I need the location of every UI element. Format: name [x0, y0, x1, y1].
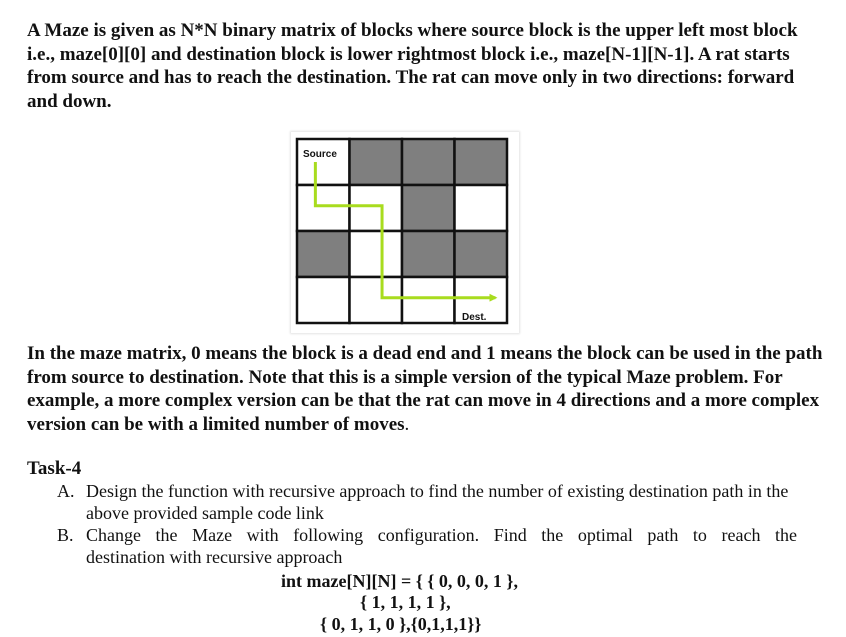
- task-title: Task-4: [27, 458, 82, 479]
- code-line: { 1, 1, 1, 1 },: [360, 592, 451, 612]
- code-line: { 0, 1, 1, 0 },{0,1,1,1}}: [320, 614, 482, 634]
- explanation-trail: .: [404, 413, 410, 435]
- task-text: Design the function with recursive approach to find the number of existing destination path in the above provided sample code link: [86, 481, 789, 523]
- maze-cell-open: [350, 277, 403, 323]
- source-label: Source: [303, 149, 337, 160]
- task-item-b: [57, 525, 797, 568]
- intro-paragraph: A Maze is given as N*N binary matrix of blocks where source block is the upper left most block i.e., maze[0][0] and destination block is lower rightmost block i.e., maze[N-1][N-1]. A rat starts from source and has to reach the destination. The rat can move only in two directions: forward and down.: [27, 20, 798, 112]
- maze-cell-open: [455, 185, 508, 231]
- code-line: int maze[N][N] = { { 0, 0, 0, 1 },: [281, 571, 518, 591]
- maze-cell-open: [350, 185, 403, 231]
- maze-cell-blocked: [402, 139, 455, 185]
- maze-diagram: [291, 132, 519, 333]
- task-text-line: destination with recursive approach: [86, 546, 343, 567]
- task-item-a: [57, 481, 797, 524]
- maze-cell-blocked: [402, 231, 455, 277]
- task-text: [86, 525, 797, 568]
- maze-cell-open: [297, 185, 350, 231]
- explanation-text: In the maze matrix, 0 means the block is a dead end and 1 means the block can be used in the path from source to destination. Note that this is a simple version of the typical Maze problem. For example, a more complex version can be that the rat can move in 4 directions and a more complex version can be with a limited number of moves: [27, 343, 823, 435]
- task-marker: B.: [57, 525, 74, 545]
- maze-cell-blocked: [455, 139, 508, 185]
- explanation-paragraph: [27, 342, 827, 436]
- maze-figure: [291, 132, 519, 333]
- maze-cell-open: [297, 277, 350, 323]
- maze-cell-blocked: [402, 185, 455, 231]
- dest-label: Dest.: [462, 312, 487, 323]
- maze-cell-blocked: [350, 139, 403, 185]
- maze-cell-blocked: [455, 231, 508, 277]
- maze-cell-blocked: [297, 231, 350, 277]
- task-text-line: Change the Maze with following configuration. Find the optimal path to reach the: [86, 525, 797, 545]
- maze-cell-open: [350, 231, 403, 277]
- maze-cell-open: [297, 139, 350, 185]
- maze-cell-open: [402, 277, 455, 323]
- task-marker: A.: [57, 481, 75, 501]
